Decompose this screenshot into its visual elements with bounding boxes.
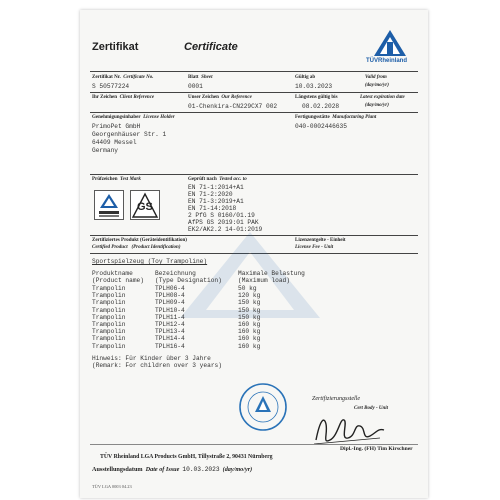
cert-body-unit-label: Cert Body - Unit (354, 406, 389, 411)
title-english: Certificate (184, 41, 238, 53)
product-row-name: Trampolin (92, 321, 126, 328)
col-type-de: Bezeichnung (155, 270, 196, 277)
divider (90, 444, 418, 445)
product-row-type: TPLH10-4 (155, 306, 185, 314)
product-row-load: 160 kg (238, 342, 261, 350)
company-address: TÜV Rheinland LGA Products GmbH, Tillystraße 2, 90431 Nürnberg (100, 454, 273, 460)
holder-line-3: 64409 Messel (92, 139, 137, 146)
manufacturing-plant-value: 040-0002446635 (295, 123, 347, 130)
license-holder-label: Genehmigungsinhaber License Holder (92, 115, 175, 120)
remark-de: Hinweis: Für Kinder über 3 Jahre (92, 355, 211, 362)
tested-acc-label: Geprüft nach Tested acc. to (188, 177, 247, 182)
col-type-en: (Type Designation) (155, 277, 222, 284)
valid-from-format: (day/mo/yr) (365, 83, 389, 88)
tuv-test-mark-icon (94, 190, 124, 220)
product-row-type: TPLH09-4 (155, 299, 185, 307)
product-row-type: TPLH13-4 (155, 328, 185, 336)
standard-7: EK2/AK2.2 14-01:2019 (188, 226, 263, 233)
holder-line-2: Georgenhäuser Str. 1 (92, 131, 167, 138)
expiry-format: (day/mo/yr) (365, 103, 389, 108)
certificate-page (80, 10, 428, 498)
product-row-name: Trampolin (92, 342, 126, 350)
product-heading: Sportspielzeug (Toy Trampoline) (92, 258, 208, 265)
tuv-triangle-icon (370, 28, 410, 58)
client-reference-label: Ihr Zeichen Client Reference (92, 95, 155, 100)
certification-body-label: Zertifizierungsstelle (312, 396, 360, 402)
product-row-load: 160 kg (238, 328, 261, 336)
cert-number-value: S 50577224 (92, 83, 130, 90)
expiry-value: 08.02.2028 (302, 103, 340, 110)
valid-from-label: Gültig ab (295, 75, 316, 80)
col-load-de: Maximale Belastung (238, 270, 305, 277)
product-row-load: 150 kg (238, 313, 261, 321)
certified-product-label-de: Zertifiziertes Produkt (Geräteidentifikation) (92, 238, 187, 243)
tuv-brand-text: TÜVRheinland (366, 58, 408, 64)
product-row-type: TPLH11-4 (155, 313, 185, 321)
divider (90, 92, 418, 93)
product-row-type: TPLH12-4 (155, 321, 185, 328)
product-row-load: 150 kg (238, 306, 261, 314)
signer-name: Dipl.-Ing. (FH) Tim Kirschner (340, 446, 413, 452)
standard-1: EN 71-1:2014+A1 (188, 184, 244, 191)
gs-mark-icon (130, 190, 160, 220)
manufacturing-plant-label: Fertigungsstätte Manufacturing Plant (295, 115, 377, 120)
product-row-load: 160 kg (238, 321, 261, 328)
product-row-load: 150 kg (238, 299, 261, 307)
gs-mark-text: GS (137, 201, 153, 213)
product-row-load: 120 kg (238, 292, 261, 300)
tuv-logo (366, 28, 410, 64)
standard-5: 2 PfG S 0160/01.19 (188, 212, 255, 219)
title-german: Zertifikat (92, 41, 139, 53)
product-row-name: Trampolin (92, 306, 126, 314)
official-stamp (238, 382, 288, 432)
valid-from-value: 10.03.2023 (295, 83, 333, 90)
our-reference-label: Unser Zeichen Our Reference (188, 95, 252, 100)
cert-number-label: Zertifikat Nr. Certificate No. (92, 75, 154, 80)
our-reference-value: 01-Chenkira-CN229CX7 002 (188, 103, 278, 110)
standard-3: EN 71-3:2019+A1 (188, 198, 244, 205)
sheet-value: 0001 (188, 83, 203, 90)
product-row-name: Trampolin (92, 328, 126, 336)
divider (90, 112, 418, 113)
issue-date-line: Ausstellungsdatum Date of Issue 10.03.2023 (day/mo/yr) (92, 466, 253, 473)
product-row-type: TPLH14-4 (155, 335, 185, 343)
product-row-name: Trampolin (92, 285, 126, 292)
product-row-name: Trampolin (92, 299, 126, 307)
remark-en: (Remark: For children over 3 years) (92, 362, 222, 369)
sheet-label: Blatt Sheet (188, 75, 213, 80)
col-product-name-de: Produktname (92, 270, 133, 277)
divider (90, 174, 418, 175)
holder-line-1: PrimoPet GmbH (92, 123, 141, 130)
stamp-seal-icon (238, 382, 288, 432)
product-row-name: Trampolin (92, 292, 126, 300)
divider (90, 71, 418, 72)
col-product-name-en: (Product name) (92, 277, 144, 284)
product-row-type: TPLH08-4 (155, 292, 185, 300)
col-load-en: (Maximum load) (238, 277, 290, 284)
valid-from-en: Valid from (365, 75, 387, 80)
product-row-type: TPLH16-4 (155, 342, 185, 350)
certified-product-label-en: Certified Product (Product Identification) (92, 245, 181, 250)
product-row-load: 160 kg (238, 335, 261, 343)
license-fee-label-en: License Fee - Unit (295, 245, 334, 250)
standard-6: AfPS GS 2019:01 PAK (188, 219, 259, 226)
holder-line-4: Germany (92, 147, 118, 154)
license-fee-label-de: Lizenzentgelte - Einheit (295, 238, 346, 243)
product-row-type: TPLH06-4 (155, 285, 185, 292)
product-row-name: Trampolin (92, 335, 126, 343)
expiry-label: Längstens gültig bis (295, 95, 338, 100)
expiry-label-en: Latest expiration date (360, 95, 405, 100)
product-row-load: 50 kg (238, 285, 257, 292)
product-row-name: Trampolin (92, 313, 126, 321)
standard-4: EN 71-14:2018 (188, 205, 237, 212)
standard-2: EN 71-2:2020 (188, 191, 233, 198)
document-code: TÜV LGA 0003 04.23 (92, 484, 132, 489)
test-mark-label: Prüfzeichen Test Mark (92, 177, 141, 182)
